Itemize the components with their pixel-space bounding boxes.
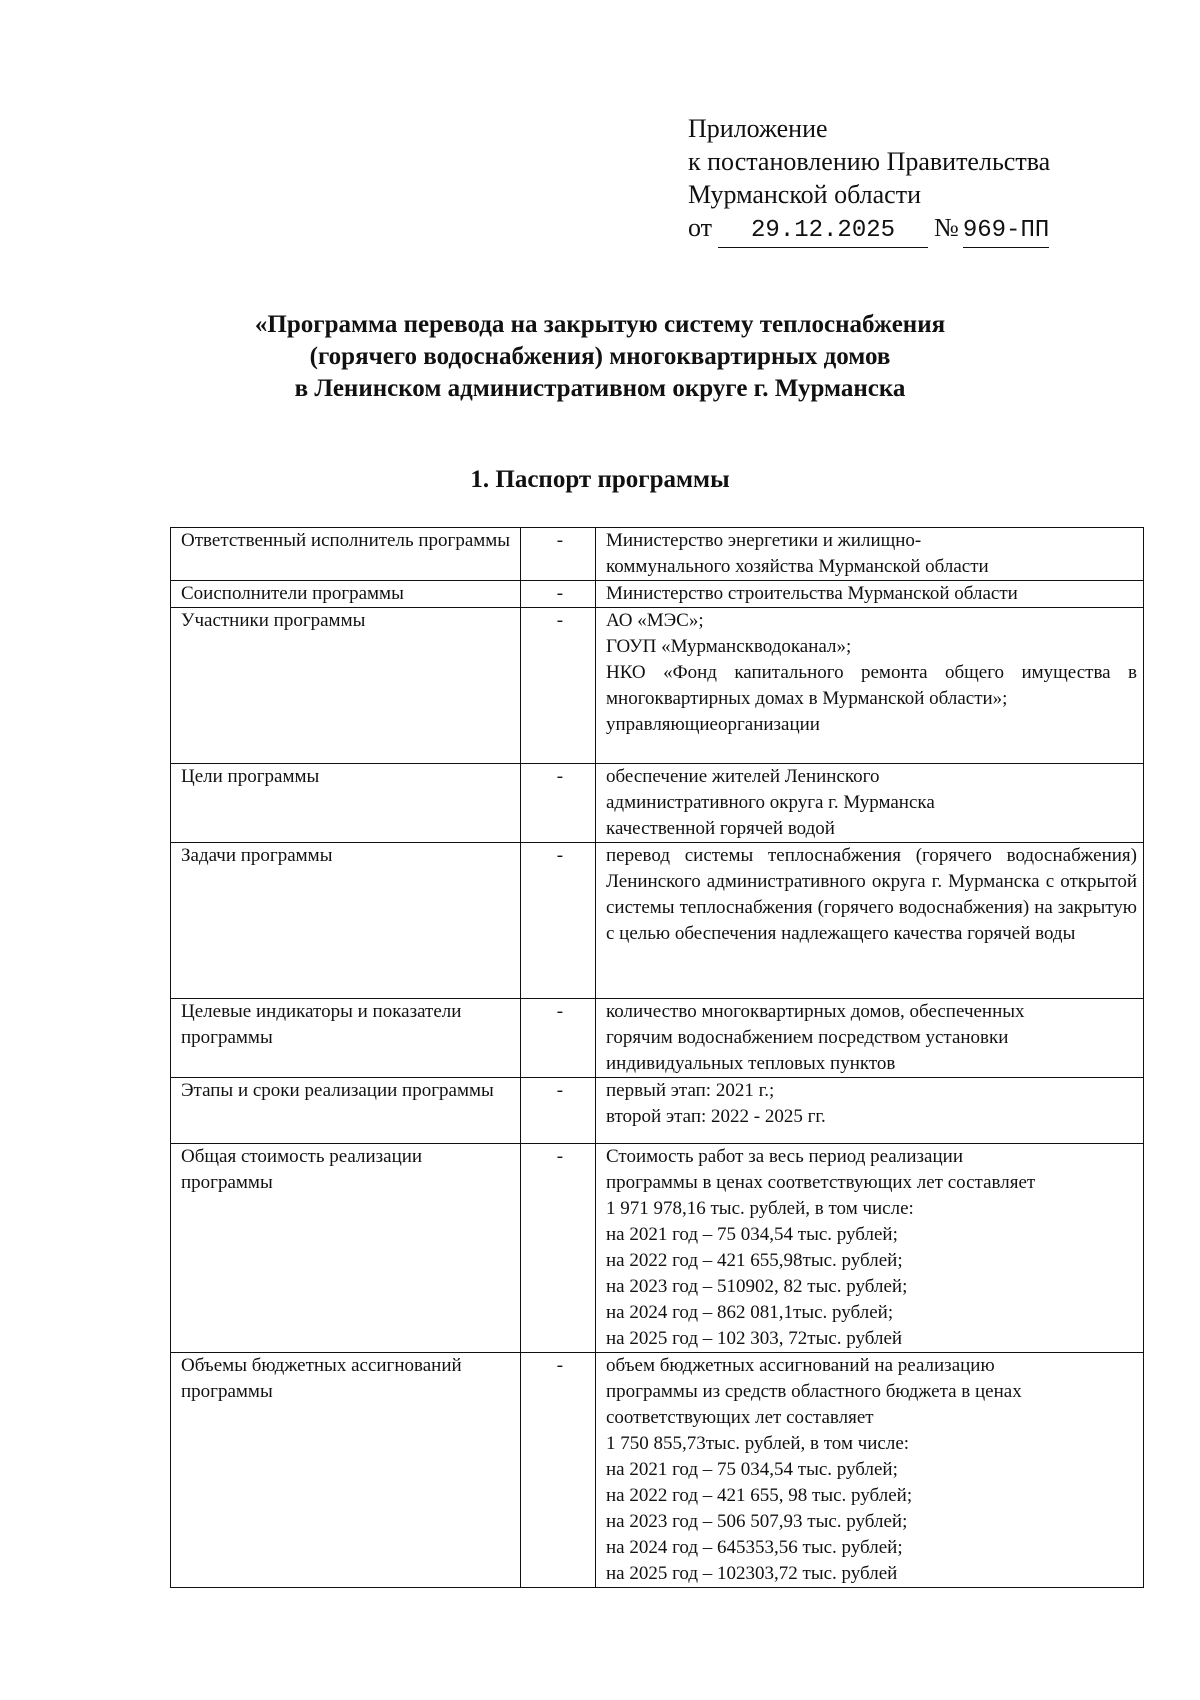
passport-table — [170, 527, 1144, 1588]
row-value-line: перевод системы теплоснабжения (горячего водоснабжения) Ленинского административного округа г. Мурманска с открытой системы теплоснабжения (горячего водоснабжения) на закрытую с целью обеспечения надлежащего качества горячей воды — [606, 845, 1137, 944]
appendix-line-2: к постановлению Правительства — [688, 147, 1051, 176]
row-value-line: Министерство энергетики и жилищно- — [606, 530, 922, 551]
table-row — [171, 1353, 1144, 1588]
row-dash: - — [520, 581, 595, 608]
row-label: Общая стоимость реализации программы — [171, 1144, 521, 1353]
row-dash: - — [520, 1353, 595, 1588]
table-row — [171, 843, 1144, 999]
row-value-line: управляющиеорганизации — [606, 714, 820, 735]
row-value-line: 1 750 855,73тыс. рублей, в том числе: — [606, 1433, 910, 1454]
row-value-line: на 2022 год – 421 655,98тыс. рублей; — [606, 1250, 903, 1271]
table-row — [171, 764, 1144, 843]
row-label: Ответственный исполнитель программы — [171, 528, 521, 581]
table-row — [171, 1078, 1144, 1144]
row-value-line: на 2021 год – 75 034,54 тыс. рублей; — [606, 1224, 898, 1245]
table-row — [171, 608, 1144, 764]
row-dash: - — [520, 843, 595, 999]
appendix-line-1: Приложение — [688, 114, 828, 143]
row-value-line: НКО «Фонд капитального ремонта общего имущества в многоквартирных домах в Мурманской области»; — [606, 662, 1137, 709]
row-dash: - — [520, 999, 595, 1078]
row-value-line: 1 971 978,16 тыс. рублей, в том числе: — [606, 1198, 914, 1219]
program-title-line-3: в Ленинском административном округе г. Мурманска — [294, 375, 906, 402]
row-value-line: на 2024 год – 645353,56 тыс. рублей; — [606, 1537, 903, 1558]
row-value — [596, 1078, 1144, 1144]
row-value-line: количество многоквартирных домов, обеспеченных — [606, 1001, 1025, 1022]
appendix-date-line — [688, 211, 1050, 248]
row-value — [596, 581, 1144, 608]
row-dash: - — [520, 1144, 595, 1353]
row-value-line: ГОУП «Мурманскводоканал»; — [606, 636, 852, 657]
program-title-line-2: (горячего водоснабжения) многоквартирных домов — [309, 343, 891, 370]
row-value — [596, 608, 1144, 764]
row-value-line: программы из средств областного бюджета в ценах — [606, 1381, 1022, 1402]
row-label: Цели программы — [171, 764, 521, 843]
row-label: Этапы и сроки реализации программы — [171, 1078, 521, 1144]
row-value-line: обеспечение жителей Ленинского — [606, 766, 880, 787]
appendix-block — [688, 112, 1050, 248]
row-value-line: на 2024 год – 862 081,1тыс. рублей; — [606, 1302, 894, 1323]
from-label: от — [688, 213, 713, 242]
row-dash: - — [520, 764, 595, 843]
program-title — [150, 309, 1050, 405]
table-row — [171, 528, 1144, 581]
row-value-line: на 2023 год – 510902, 82 тыс. рублей; — [606, 1276, 908, 1297]
row-value-line: объем бюджетных ассигнований на реализацию — [606, 1355, 995, 1376]
row-label: Целевые индикаторы и показатели программы — [171, 999, 521, 1078]
row-label: Объемы бюджетных ассигнований программы — [171, 1353, 521, 1588]
row-value — [596, 999, 1144, 1078]
row-value-line: программы в ценах соответствующих лет составляет — [606, 1172, 1036, 1193]
row-value-line: соответствующих лет составляет — [606, 1407, 874, 1428]
row-value-line: административного округа г. Мурманска — [606, 792, 935, 813]
row-dash: - — [520, 1078, 595, 1144]
row-value-line: Стоимость работ за весь период реализации — [606, 1146, 963, 1167]
row-value — [596, 764, 1144, 843]
row-value-line: на 2022 год – 421 655, 98 тыс. рублей; — [606, 1485, 913, 1506]
row-value-line: АО «МЭС»; — [606, 610, 704, 631]
row-value-line: первый этап: 2021 г.; — [606, 1080, 775, 1101]
row-value — [596, 528, 1144, 581]
row-label: Задачи программы — [171, 843, 521, 999]
row-dash: - — [520, 528, 595, 581]
row-value-line: коммунального хозяйства Мурманской области — [606, 556, 989, 577]
program-title-line-1: «Программа перевода на закрытую систему теплоснабжения — [254, 311, 946, 338]
table-row — [171, 581, 1144, 608]
row-value — [596, 843, 1144, 999]
row-dash: - — [520, 608, 595, 764]
row-value-line: индивидуальных тепловых пунктов — [606, 1053, 896, 1074]
row-value — [596, 1353, 1144, 1588]
table-row — [171, 1144, 1144, 1353]
row-value-line: второй этап: 2022 - 2025 гг. — [606, 1106, 826, 1127]
row-value-line: качественной горячей водой — [606, 818, 835, 839]
row-label: Участники программы — [171, 608, 521, 764]
row-value — [596, 1144, 1144, 1353]
row-value-line: на 2021 год – 75 034,54 тыс. рублей; — [606, 1459, 898, 1480]
decree-date: 29.12.2025 — [718, 214, 928, 248]
table-row — [171, 999, 1144, 1078]
row-value-line: горячим водоснабжением посредством установки — [606, 1027, 1009, 1048]
row-value-line: Министерство строительства Мурманской области — [606, 583, 1018, 604]
section-title: 1. Паспорт программы — [470, 466, 730, 493]
number-label: № — [934, 213, 959, 242]
row-label: Соисполнители программы — [171, 581, 521, 608]
appendix-line-3: Мурманской области — [688, 180, 921, 209]
row-value-line: на 2023 год – 506 507,93 тыс. рублей; — [606, 1511, 908, 1532]
decree-number: 969-ПП — [963, 214, 1049, 248]
row-value-line: на 2025 год – 102303,72 тыс. рублей — [606, 1563, 898, 1584]
row-value-line: на 2025 год – 102 303, 72тыс. рублей — [606, 1328, 903, 1349]
